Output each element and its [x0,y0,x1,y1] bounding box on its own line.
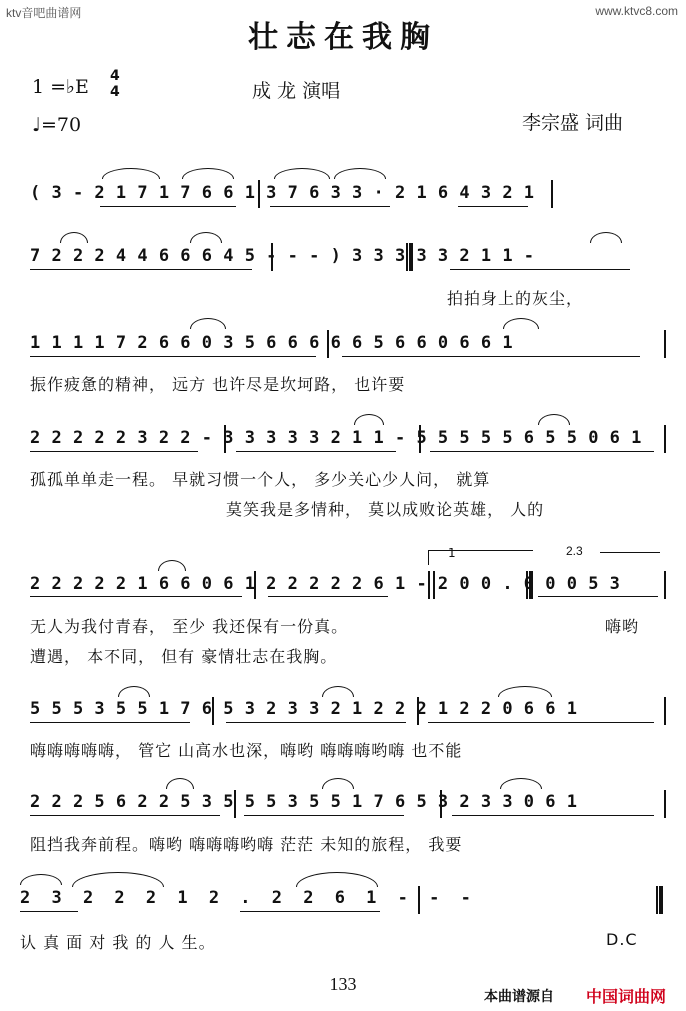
volta-line-2 [600,552,660,553]
lyrics-line-4b: 莫笑我是多情种， 莫以成败论英雄， 人的 [226,500,545,519]
slur-mark [334,168,386,179]
beam-mark [452,815,654,816]
slur-mark [20,874,62,885]
bar-line [419,425,421,453]
beam-mark [428,722,654,723]
bar-line [551,180,553,208]
tempo-marking: ♩=70 [32,114,82,136]
beam-mark [538,596,658,597]
bar-line [664,425,666,453]
lyrics-line-8: 认 真 面 对 我 的 人 生。 [20,933,216,952]
slur-mark [190,318,226,329]
bar-line [417,697,419,725]
source-brand-link[interactable]: 中国词曲网 [586,987,667,1006]
volta-label-2: 2.3 [566,544,583,558]
notes-line-1: ( 3 - 2 1 7 1 7 6 6 1 3 7 6 3 3 · 2 1 6 4 3 2 1 [30,183,535,203]
source-label: 本曲谱源自 [484,989,554,1005]
lyrics-line-4a: 孤孤单单走一程。 早就习惯一个人， 多少关心少人问， 就算 [30,470,491,489]
watermark-left: ktv音吧曲谱网 [6,6,82,20]
beam-mark [236,451,396,452]
slur-mark [118,686,150,697]
composer-credit: 李宗盛 词曲 [522,112,624,134]
song-title: 壮志在我胸 [248,20,438,55]
slur-mark [590,232,622,243]
lyrics-line-7: 阻挡我奔前程。嗨哟 嗨嗨嗨哟嗨 茫茫 未知的旅程， 我要 [30,835,463,854]
slur-mark [72,872,164,887]
final-barline [656,886,663,914]
beam-mark [268,596,388,597]
performer-credit: 成 龙 演唱 [252,80,341,102]
lyrics-line-5a-end: 嗨哟 [605,617,640,636]
notes-line-3: 1 1 1 1 7 2 6 6 0 3 5 6 6 6 6 6 5 6 6 0 6 6 1 [30,333,514,353]
volta-barline [428,571,435,599]
slur-mark [190,232,222,243]
beam-mark [270,206,390,207]
notes-line-2: 7 2 2 2 4 4 6 6 6 4 5 - - - ) 3 3 3 3 3 2 1 1 - [30,246,535,266]
bar-line [418,886,420,914]
slur-mark [158,560,186,571]
beam-mark [30,451,198,452]
repeat-start-barline [406,243,413,271]
bar-line [664,330,666,358]
bar-line [327,330,329,358]
time-signature [110,68,120,100]
bar-line [234,790,236,818]
slur-mark [354,414,384,425]
bar-line [664,790,666,818]
beam-mark [430,451,654,452]
beam-mark [30,815,220,816]
beam-mark [458,206,528,207]
key-signature: 1 =♭E [32,76,89,98]
beam-mark [30,596,242,597]
volta-label-1: 1 [448,546,456,560]
slur-mark [538,414,570,425]
beam-mark [450,269,630,270]
bar-line [271,243,273,271]
bar-line [664,571,666,599]
bar-line [212,697,214,725]
time-signature-bottom: 4 [110,84,120,100]
volta-bracket-1 [428,550,533,565]
beam-mark [244,815,404,816]
beam-mark [100,206,236,207]
lyrics-line-2: 拍拍身上的灰尘， [447,289,584,308]
slur-mark [296,872,378,887]
bar-line [254,571,256,599]
lyrics-line-6: 嗨嗨嗨嗨嗨， 管它 山高水也深，嗨哟 嗨嗨嗨哟嗨 也不能 [30,741,463,760]
slur-mark [322,778,354,789]
bar-line [258,180,260,208]
beam-mark [240,911,380,912]
lyrics-line-5b: 遭遇， 本不同， 但有 豪情壮志在我胸。 [30,647,338,666]
bar-line [224,425,226,453]
notes-line-4: 2 2 2 2 2 3 2 2 - 3 3 3 3 3 2 1 1 - 5 5 5 5 5 6 5 5 0 6 1 [30,428,642,448]
slur-mark [182,168,234,179]
beam-mark [30,722,190,723]
bar-line [664,697,666,725]
beam-mark [30,269,252,270]
notes-line-5: 2 2 2 2 2 1 6 6 0 6 1 2 2 2 2 2 6 1 - 2 0 0 . 0 0 0 5 3 [30,574,621,594]
watermark-right: www.ktvc8.com [595,4,678,18]
beam-mark [20,911,78,912]
beam-mark [226,722,406,723]
slur-mark [274,168,330,179]
notes-line-7: 2 2 2 5 6 2 2 5 3 5 5 5 3 5 5 1 7 6 5 3 2 3 3 0 6 1 [30,792,578,812]
slur-mark [503,318,539,329]
da-capo-marking: D.C [606,930,638,949]
notes-line-8: 2 3 2 2 2 1 2 . 2 2 6 1 - - - [20,888,472,908]
bar-line [440,790,442,818]
repeat-end-barline [526,571,533,599]
notes-line-6: 5 5 5 3 5 5 1 7 6 5 3 2 3 3 2 1 2 2 2 1 2 2 0 6 6 1 [30,699,578,719]
time-signature-top: 4 [110,68,120,84]
slur-mark [60,232,88,243]
slur-mark [500,778,542,789]
beam-mark [342,356,640,357]
slur-mark [166,778,194,789]
lyrics-line-5a: 无人为我付青春， 至少 我还保有一份真。 [30,617,349,636]
beam-mark [30,356,316,357]
slur-mark [498,686,552,697]
slur-mark [102,168,160,179]
slur-mark [322,686,354,697]
lyrics-line-3: 振作疲惫的精神， 远方 也许尽是坎坷路， 也许要 [30,375,406,394]
page-number: 133 [329,974,357,994]
